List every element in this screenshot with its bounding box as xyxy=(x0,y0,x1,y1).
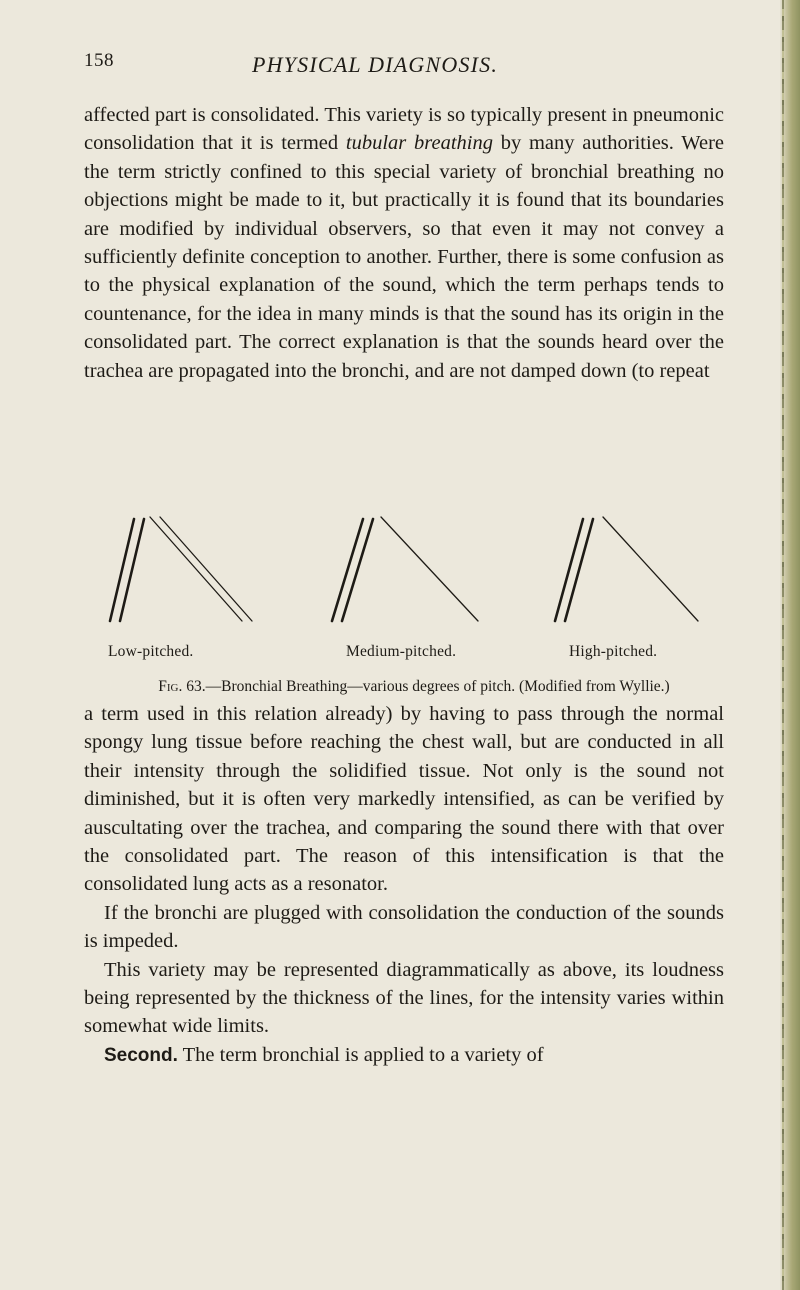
figure-caption xyxy=(104,676,724,697)
caption-text: —Bronchial Breathing—various degrees of pitch. (Modified from Wyllie.) xyxy=(205,678,670,695)
label-low-pitched: Low-pitched. xyxy=(108,643,194,660)
page-header xyxy=(84,50,724,84)
figure-number: Fig. 63. xyxy=(158,678,206,695)
high-pitch-expiration-line xyxy=(603,517,698,621)
section-lead-second: Second. xyxy=(104,1044,178,1066)
text-block-top xyxy=(84,101,724,385)
medium-pitch-expiration-line xyxy=(381,517,478,621)
figure-63 xyxy=(84,505,744,665)
paragraph-1 xyxy=(84,101,724,385)
italic-term: tubular breathing xyxy=(345,132,493,155)
paragraph-3: If the bronchi are plugged with consolidation the conduction of the sounds is impeded. xyxy=(84,901,724,953)
paragraph-5-text: The term bronchial is applied to a variety of xyxy=(177,1043,544,1066)
text-block-bottom xyxy=(84,700,724,1070)
page-number: 158 xyxy=(84,50,114,71)
low-pitch-expiration-line-a xyxy=(150,517,242,621)
running-title: PHYSICAL DIAGNOSIS. xyxy=(252,52,499,77)
label-high-pitched: High-pitched. xyxy=(569,643,658,660)
paragraph-4: This variety may be represented diagrammatically as above, its loudness being represented by the thickness of the lines, for the intensity varies within somewhat wide limits. xyxy=(84,958,724,1038)
low-pitch-inspiration-line-b xyxy=(120,519,144,621)
paragraph-5 xyxy=(84,1041,724,1070)
page-edge xyxy=(780,0,800,1290)
breathing-diagram xyxy=(84,505,744,635)
paragraph-1-text-b: by many authorities. Were the term strictly confined to this special variety of bronchial breathing no objections might be made to it, but practically it is found that its boundaries are modified by individual observers, so that even it may not convey a sufficiently definite conception to another. Further, there is some confusion as to the physical explanation of the sound, which the term perhaps tends to countenance, for the idea in many minds is that the sound has its origin in the consolidated part. The correct explanation is that the sounds heard over the trachea are propagated into the bronchi, and are not damped down (to repeat xyxy=(84,132,724,382)
low-pitch-expiration-line-b xyxy=(160,517,252,621)
label-medium-pitched: Medium-pitched. xyxy=(346,643,457,660)
low-pitch-inspiration-line-a xyxy=(110,519,134,621)
paragraph-2: a term used in this relation already) by having to pass through the normal spongy lung tissue before reaching the chest wall, but are conducted in all their intensity through the solidified tissue. Not only is the sound not diminished, but it is often very markedly intensified, as can be verified by auscultating over the trachea, and comparing the sound there with that over the consolidated part. The reason of this intensification is that the consolidated lung acts as a resonator. xyxy=(84,703,724,896)
paragraph-1-text-a: affected part is consolidated. This variety is so typically present in pneumonic consolidation that it is termed xyxy=(84,104,724,155)
